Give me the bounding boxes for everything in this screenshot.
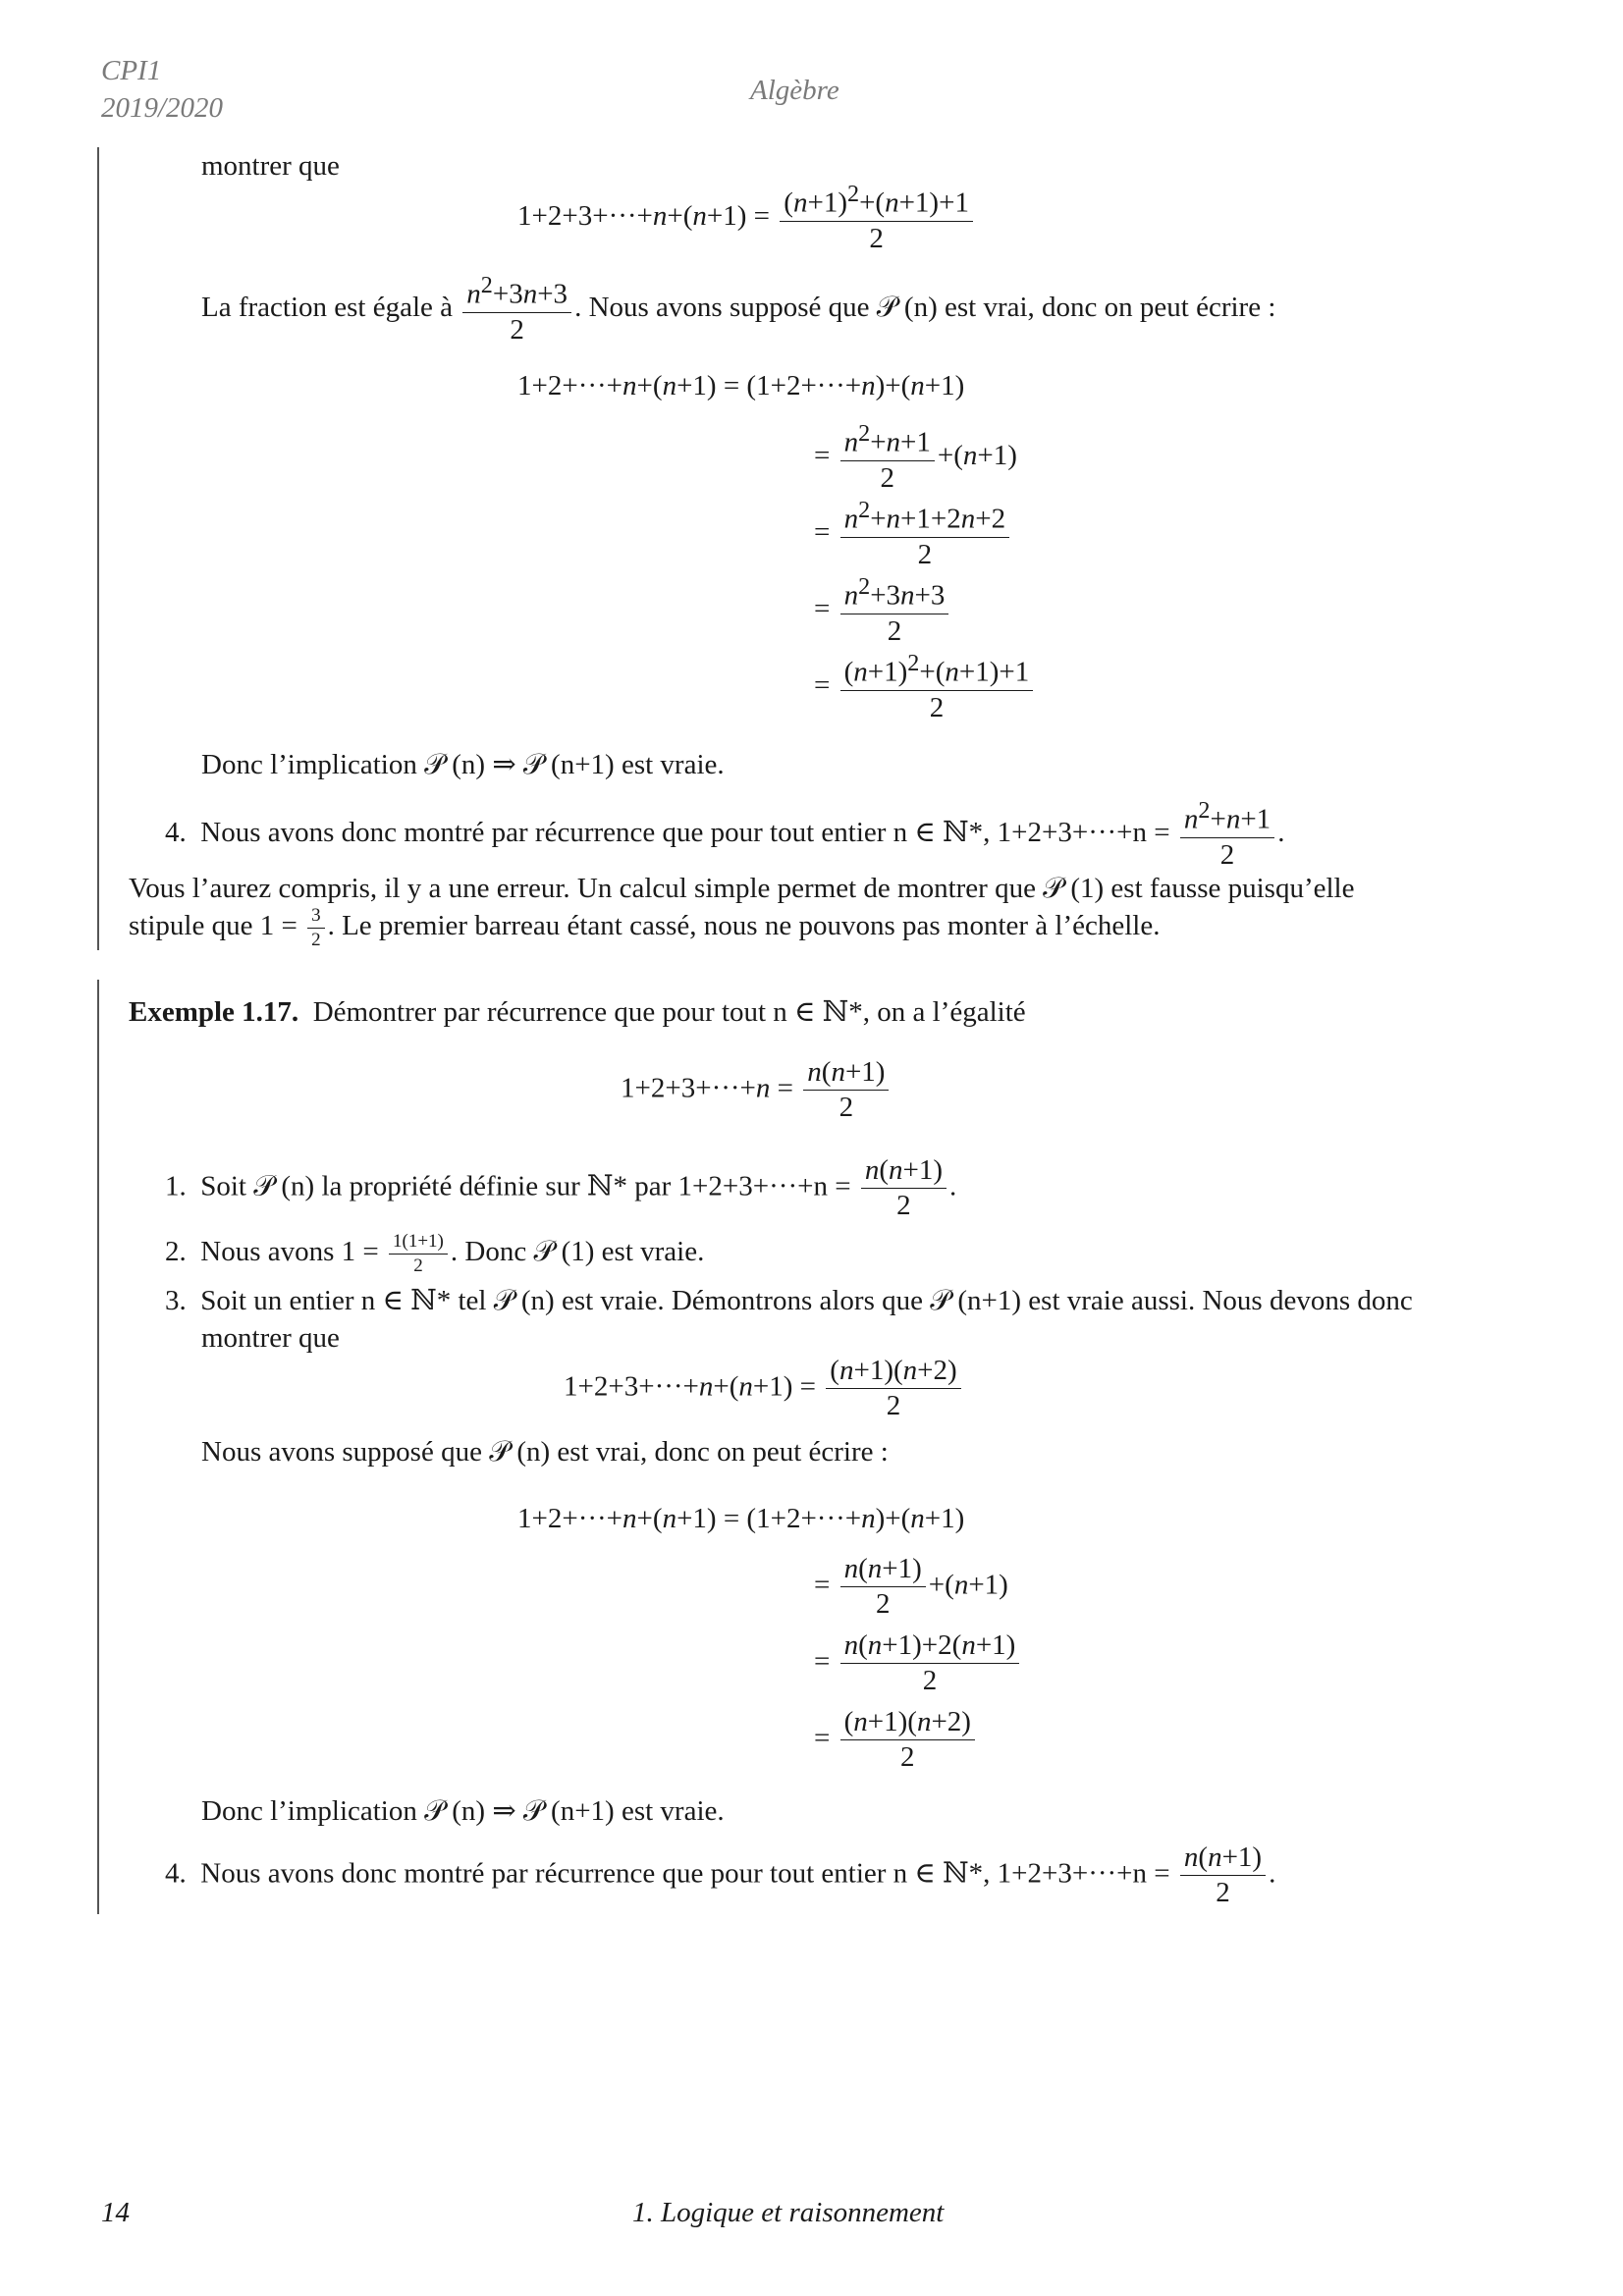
margin-rule-proof xyxy=(97,147,99,950)
remark-line-2: stipule que 1 = $\frac{3}{2}$ . Le premier barreau étant cassé, nous ne pouvons pas monter à l’échelle. xyxy=(129,905,1161,950)
example-step3-equation: 1+2+3+···+n+(n+1) = $\frac{(n+1)(n+2)}{2}$ xyxy=(564,1355,964,1423)
example-label: Exemple 1.17. xyxy=(129,996,299,1028)
proof1-conclusion: Donc l’implication 𝒫 (n) ⇒ 𝒫 (n+1) est vraie. xyxy=(201,749,725,780)
example-conclusion: Donc l’implication 𝒫 (n) ⇒ 𝒫 (n+1) est vraie. xyxy=(201,1795,725,1827)
show-that-text: montrer que xyxy=(201,150,340,182)
example-heading: Exemple 1.17. Démontrer par récurrence que pour tout n ∈ ℕ*, on a l’égalité xyxy=(129,996,1026,1028)
example-step3-line2: montrer que xyxy=(201,1322,340,1354)
example-step4: 4. Nous avons donc montré par récurrence que pour tout entier n ∈ ℕ*, 1+2+3+···+n = $\frac{n(n+1)}{2}$ . xyxy=(165,1842,1276,1909)
example-step1: 1. Soit 𝒫 (n) la propriété définie sur ℕ* par 1+2+3+···+n = $\frac{n(n+1)}{2}$ . xyxy=(165,1154,957,1222)
example-step3-line1: 3. Soit un entier n ∈ ℕ* tel 𝒫 (n) est vraie. Démontrons alors que 𝒫 (n+1) est vraie aussi. Nous devons donc xyxy=(165,1285,1413,1316)
example-step2: 2. Nous avons 1 = $\frac{1(1+1)}{2}$ . Donc 𝒫 (1) est vraie. xyxy=(165,1231,705,1276)
page-number: 14 xyxy=(101,2197,130,2228)
proof1-step4: 4. Nous avons donc montré par récurrence que pour tout entier n ∈ ℕ*, 1+2+3+···+n = $\frac{n^2+n+1}{2}$ . xyxy=(165,797,1285,871)
remark-line-1: Vous l’aurez compris, il y a une erreur. Un calcul simple permet de montrer que 𝒫 (1) est fausse puisqu’elle xyxy=(129,873,1355,904)
header-course: CPI1 xyxy=(101,55,162,86)
margin-rule-example xyxy=(97,980,99,1914)
fraction-sentence: La fraction est égale à $\frac{n^2+3n+3}{2}$ . Nous avons supposé que 𝒫 (n) est vrai, donc on peut écrire : xyxy=(201,272,1276,346)
header-year: 2019/2020 xyxy=(101,92,224,124)
header-subject: Algèbre xyxy=(750,75,839,106)
target-equation: 1+2+3+···+n+(n+1) = $\frac{(n+1)^2+(n+1)+1}{2}$ xyxy=(517,181,976,255)
example-assumption: Nous avons supposé que 𝒫 (n) est vrai, donc on peut écrire : xyxy=(201,1436,889,1468)
chapter-title: 1. Logique et raisonnement xyxy=(632,2197,945,2228)
example-target-equation: 1+2+3+···+n = $\frac{n(n+1)}{2}$ xyxy=(621,1056,892,1125)
